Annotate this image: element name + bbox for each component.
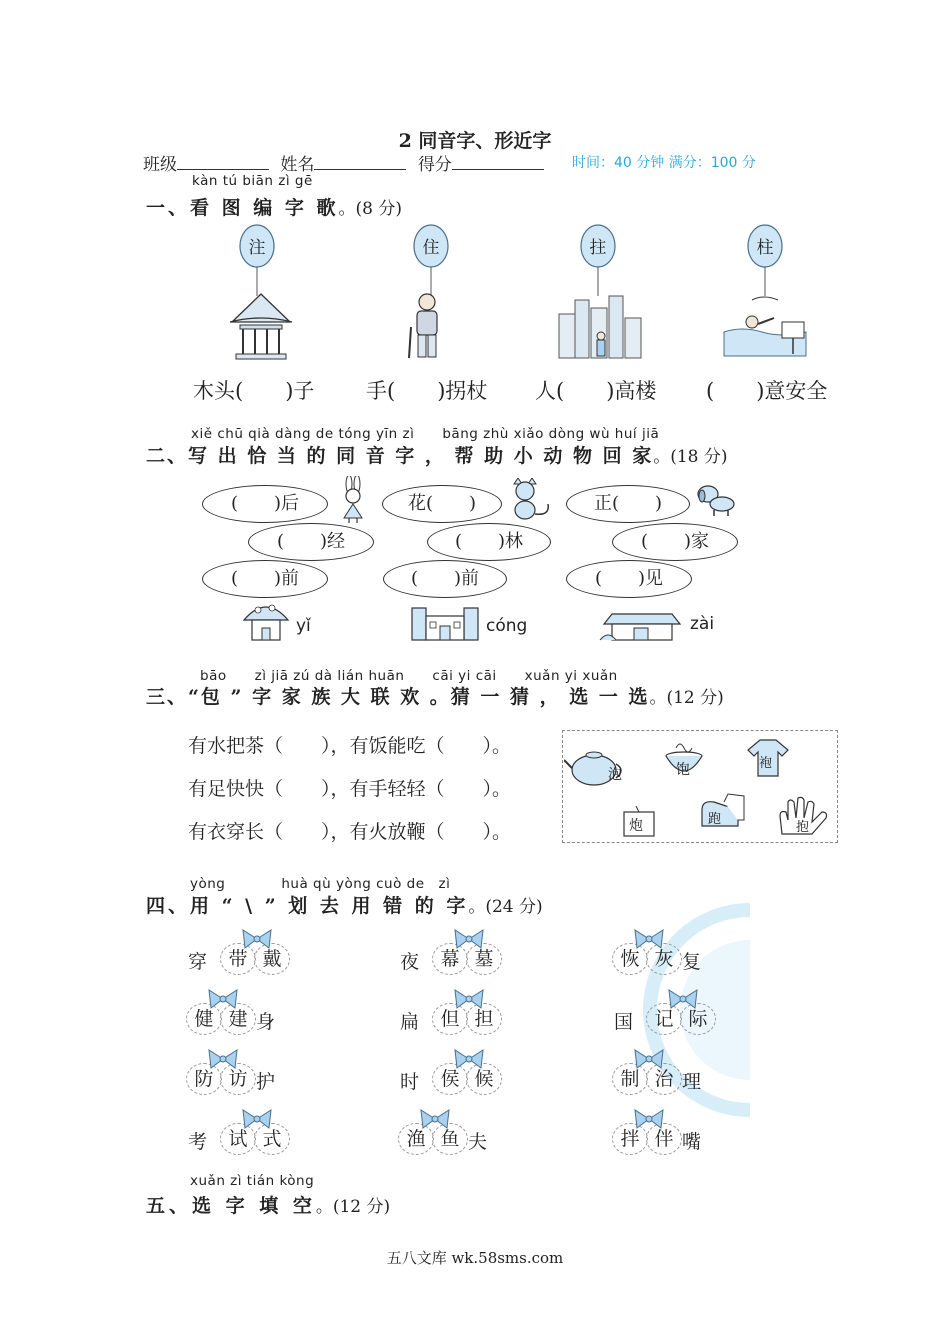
plain-char: 时 [400,1071,420,1093]
bow-icon [419,1108,451,1134]
balloon-4 [745,224,785,296]
circled-char[interactable]: 灰 [646,943,682,975]
circled-char[interactable]: 试 [220,1123,256,1155]
circled-char[interactable]: 侯 [432,1063,468,1095]
option-char[interactable]: 跑 [708,812,722,827]
balloon-1 [237,224,277,296]
section5-pinyin: xuǎn zì tián kòng [190,1173,315,1189]
option-char[interactable]: 炮 [629,818,643,834]
plain-char: 护 [256,1071,276,1093]
page-title: 2 同音字、形近字 [398,130,552,152]
circled-char[interactable]: 鱼 [432,1123,468,1155]
section3-heading [146,682,724,709]
circled-char[interactable]: 建 [220,1003,256,1035]
option-char[interactable]: 饱 [676,762,690,778]
circled-char[interactable]: 带 [220,943,256,975]
plain-char: 国 [614,1011,634,1033]
bow-icon [633,1108,665,1134]
balloon-char: 柱 [756,238,774,258]
section1-heading-text: 一、看 图 编 字 歌 [146,197,339,219]
plain-char: 嘴 [682,1131,702,1153]
circled-char[interactable]: 但 [432,1003,468,1035]
time-info: 时间：40 分钟 满分：100 分 [572,155,756,171]
plain-char: 复 [682,951,702,973]
phrase-3[interactable]: 人( )高楼 [535,379,657,403]
circled-char[interactable]: 恢 [612,943,648,975]
pavilion-icon [228,292,294,362]
score-blank[interactable] [452,155,544,170]
cat-icon [508,478,554,522]
class-blank[interactable] [177,155,269,170]
answer-oval[interactable]: 花( ) [382,485,502,523]
answer-oval[interactable]: ( )前 [202,560,328,598]
dog-icon [694,482,738,518]
section4-heading-text: 四、用 “ \ ” 划 去 用 错 的 字 [146,895,469,917]
section2-score: 。(18 分) [653,447,728,467]
house-pinyin: cóng [486,616,528,636]
house-pinyin: yǐ [296,616,311,636]
circled-char[interactable]: 际 [680,1003,716,1035]
answer-oval[interactable]: ( )家 [612,523,738,561]
circled-char[interactable]: 戴 [254,943,290,975]
section3-heading-text: 三、“包 ” 字 家 族 大 联 欢 。猜 一 猜 ， 选 一 选 [146,686,650,708]
circled-char[interactable]: 健 [186,1003,222,1035]
balloon-char: 住 [422,238,440,258]
bow-icon [207,988,239,1014]
section2-heading [146,441,728,468]
plain-char: 理 [682,1071,702,1093]
answer-oval[interactable]: ( )后 [202,485,328,523]
balloon-2 [411,224,451,296]
section3-pinyin: bāo zì jiā zú dà lián huān cāi yi cāi xuǎn yi xuǎn [200,668,618,684]
bow-icon [241,928,273,954]
house-pinyin: zài [690,614,715,634]
circled-char[interactable]: 制 [612,1063,648,1095]
option-char[interactable]: 泡 [608,767,622,783]
section3-score: 。(12 分) [649,688,724,708]
bow-icon [633,928,665,954]
plain-char: 穿 [188,951,208,973]
shoes-icon [698,792,748,830]
plain-char: 扁 [400,1011,420,1033]
bow-icon [207,1048,239,1074]
balloon-char: 拄 [589,238,607,258]
rabbit-icon [336,476,370,524]
swimmer-sign-icon [722,292,808,358]
name-label: 姓名 [280,155,315,175]
city-buildings-icon [557,292,643,362]
mushroom-house-icon [240,598,292,642]
circled-char[interactable]: 访 [220,1063,256,1095]
name-blank[interactable] [314,155,406,170]
student-info-row [143,150,550,175]
bow-icon [241,1108,273,1134]
phrase-4[interactable]: ( )意安全 [706,379,828,403]
circled-char[interactable]: 伴 [646,1123,682,1155]
answer-oval[interactable]: 正( ) [566,485,690,523]
section5-score: 。(12 分) [315,1197,391,1217]
balloon-3 [578,224,618,296]
riddle-line-1[interactable]: 有水把茶（ ），有饭能吃（ ）。 [188,735,512,757]
circled-char[interactable]: 幕 [432,943,468,975]
snowy-house-icon [598,600,686,642]
bow-icon [453,928,485,954]
section5-heading [146,1191,390,1218]
castle-house-icon [410,600,480,642]
circled-char[interactable]: 担 [466,1003,502,1035]
bow-icon [453,988,485,1014]
class-label: 班级 [143,155,177,175]
section2-heading-text: 二、写 出 恰 当 的 同 音 字 ， 帮 助 小 动 物 回 家 [146,445,654,467]
plain-char: 夫 [468,1131,488,1153]
footer-watermark: 五八文库 wk.58sms.com [386,1249,564,1267]
plain-char: 夜 [400,951,420,973]
phrase-2[interactable]: 手( )拐杖 [366,379,488,403]
circled-char[interactable]: 治 [646,1063,682,1095]
riddle-line-3[interactable]: 有衣穿长（ ），有火放鞭（ ）。 [188,821,512,843]
circled-char[interactable]: 记 [646,1003,682,1035]
bow-icon [453,1048,485,1074]
plain-char: 考 [188,1131,208,1153]
circled-char[interactable]: 渔 [398,1123,434,1155]
riddle-line-2[interactable]: 有足快快（ ），有手轻轻（ ）。 [188,778,512,800]
old-man-with-cane-icon [402,292,452,362]
score-label: 得分 [417,155,452,175]
balloon-char: 注 [248,238,266,258]
circled-char[interactable]: 式 [254,1123,290,1155]
circled-char[interactable]: 拌 [612,1123,648,1155]
answer-oval[interactable]: ( )经 [248,523,374,561]
answer-oval[interactable]: ( )林 [427,523,551,561]
answer-oval[interactable]: ( )见 [566,560,692,598]
section5-heading-text: 五、选 字 填 空 [146,1195,316,1217]
plain-char: 身 [256,1011,276,1033]
circled-char[interactable]: 防 [186,1063,222,1095]
phrase-1[interactable]: 木头( )子 [193,379,315,403]
answer-oval[interactable]: ( )前 [383,560,507,598]
bow-icon [667,988,699,1014]
section2-pinyin: xiě chū qià dàng de tóng yīn zì bāng zhù xiǎo dòng wù huí jiā [191,426,660,442]
section1-score: 。(8 分) [338,199,402,219]
circled-char[interactable]: 候 [466,1063,502,1095]
section4-score: 。(24 分) [468,897,543,917]
section1-pinyin: kàn tú biān zì gē [192,173,313,189]
option-char[interactable]: 袍 [759,756,773,771]
bow-icon [633,1048,665,1074]
section4-pinyin: yòng huà qù yòng cuò de zì [190,876,451,892]
section1-heading [146,193,402,220]
option-char[interactable]: 抱 [796,820,810,835]
section4-heading [146,891,543,918]
circled-char[interactable]: 墓 [466,943,502,975]
